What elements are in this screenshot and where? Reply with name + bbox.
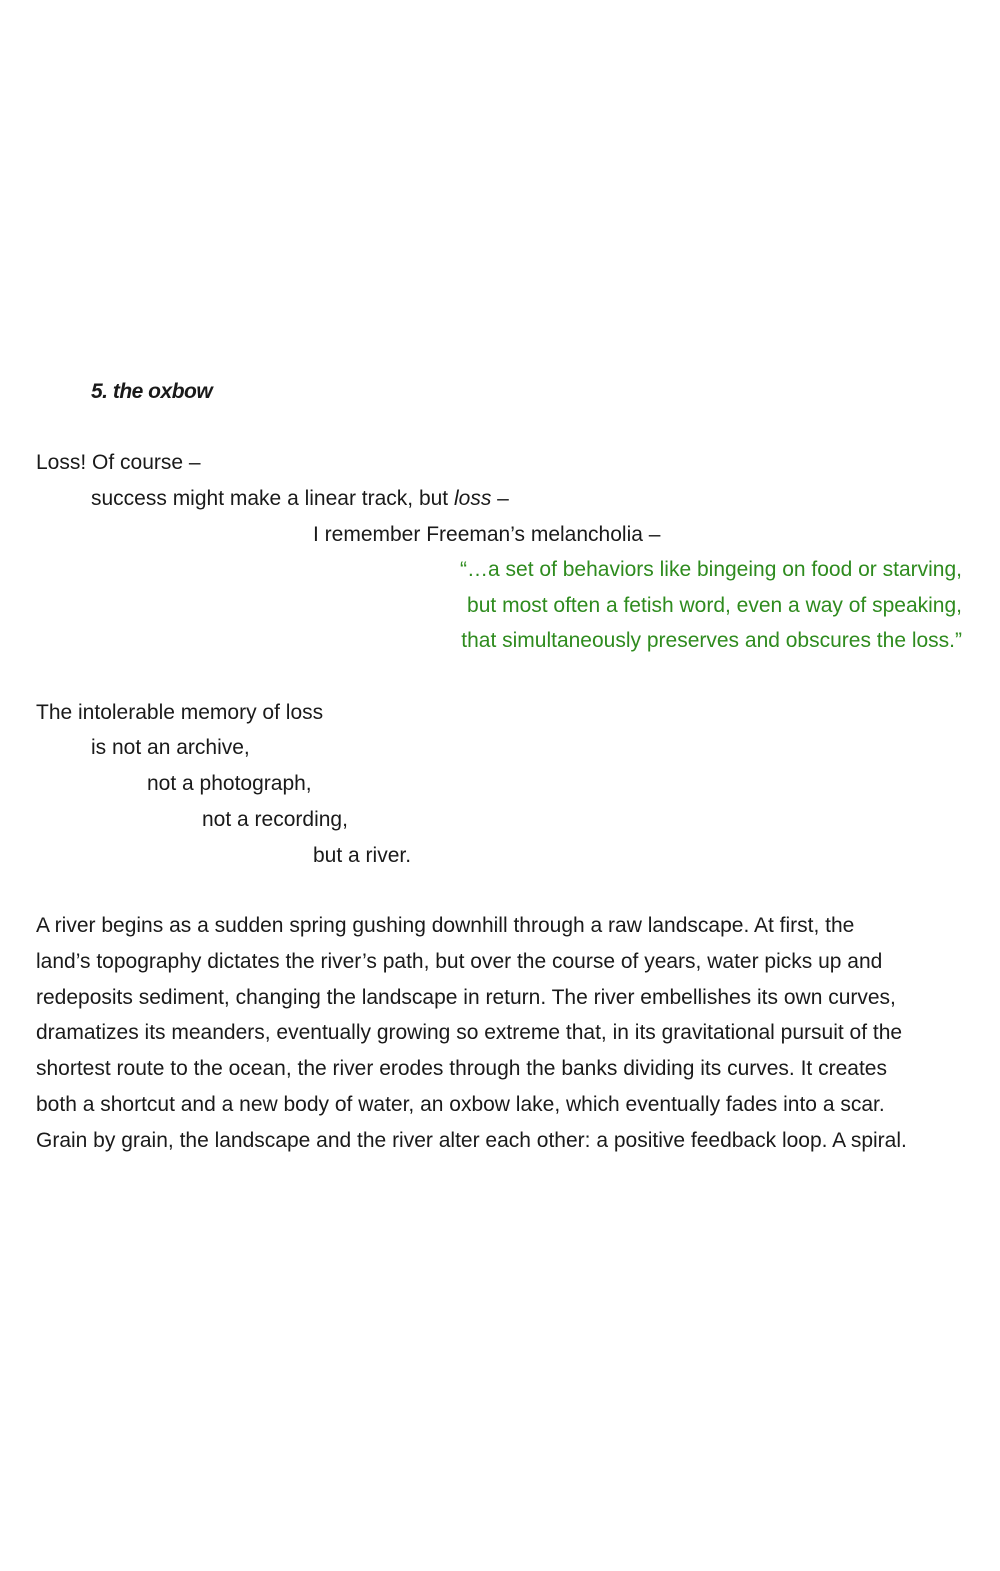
section-heading: 5. the oxbow <box>91 380 213 403</box>
stanza2-line4: not a recording, <box>202 808 348 831</box>
quote-line3: that simultaneously preserves and obscures the loss.” <box>461 629 962 652</box>
stanza1-line1: Loss! Of course – <box>36 451 201 474</box>
paragraph-line: land’s topography dictates the river’s path, but over the course of years, water picks up and <box>36 949 883 973</box>
body-paragraph <box>36 908 964 1159</box>
stanza1-line2-after: – <box>491 487 509 510</box>
quote-line1: “…a set of behaviors like bingeing on food or starving, <box>460 558 962 581</box>
paragraph-line: shortest route to the ocean, the river erodes through the banks dividing its curves. It creates <box>36 1057 887 1081</box>
paragraph-line: redeposits sediment, changing the landscape in return. The river embellishes its own curves, <box>36 985 896 1009</box>
stanza1-line2-before: success might make a linear track, but <box>91 487 454 510</box>
paragraph-line: Grain by grain, the landscape and the river alter each other: a positive feedback loop. A spiral. <box>36 1128 907 1152</box>
stanza2-line1: The intolerable memory of loss <box>36 701 324 724</box>
stanza1-line2-emphasis: loss <box>453 487 492 510</box>
stanza1-line3: I remember Freeman’s melancholia – <box>313 523 661 546</box>
paragraph-line: A river begins as a sudden spring gushing downhill through a raw landscape. At first, the <box>36 914 855 937</box>
stanza2-line2: is not an archive, <box>91 736 250 759</box>
quote-line2: but most often a fetish word, even a way of speaking, <box>467 594 962 617</box>
stanza1-line2 <box>91 481 509 517</box>
paragraph-line: dramatizes its meanders, eventually growing so extreme that, in its gravitational pursuit of the <box>36 1021 903 1045</box>
stanza2-line3: not a photograph, <box>147 772 312 795</box>
paragraph-line: both a shortcut and a new body of water, an oxbow lake, which eventually fades into a scar. <box>36 1092 885 1116</box>
stanza2-line5: but a river. <box>313 844 412 867</box>
